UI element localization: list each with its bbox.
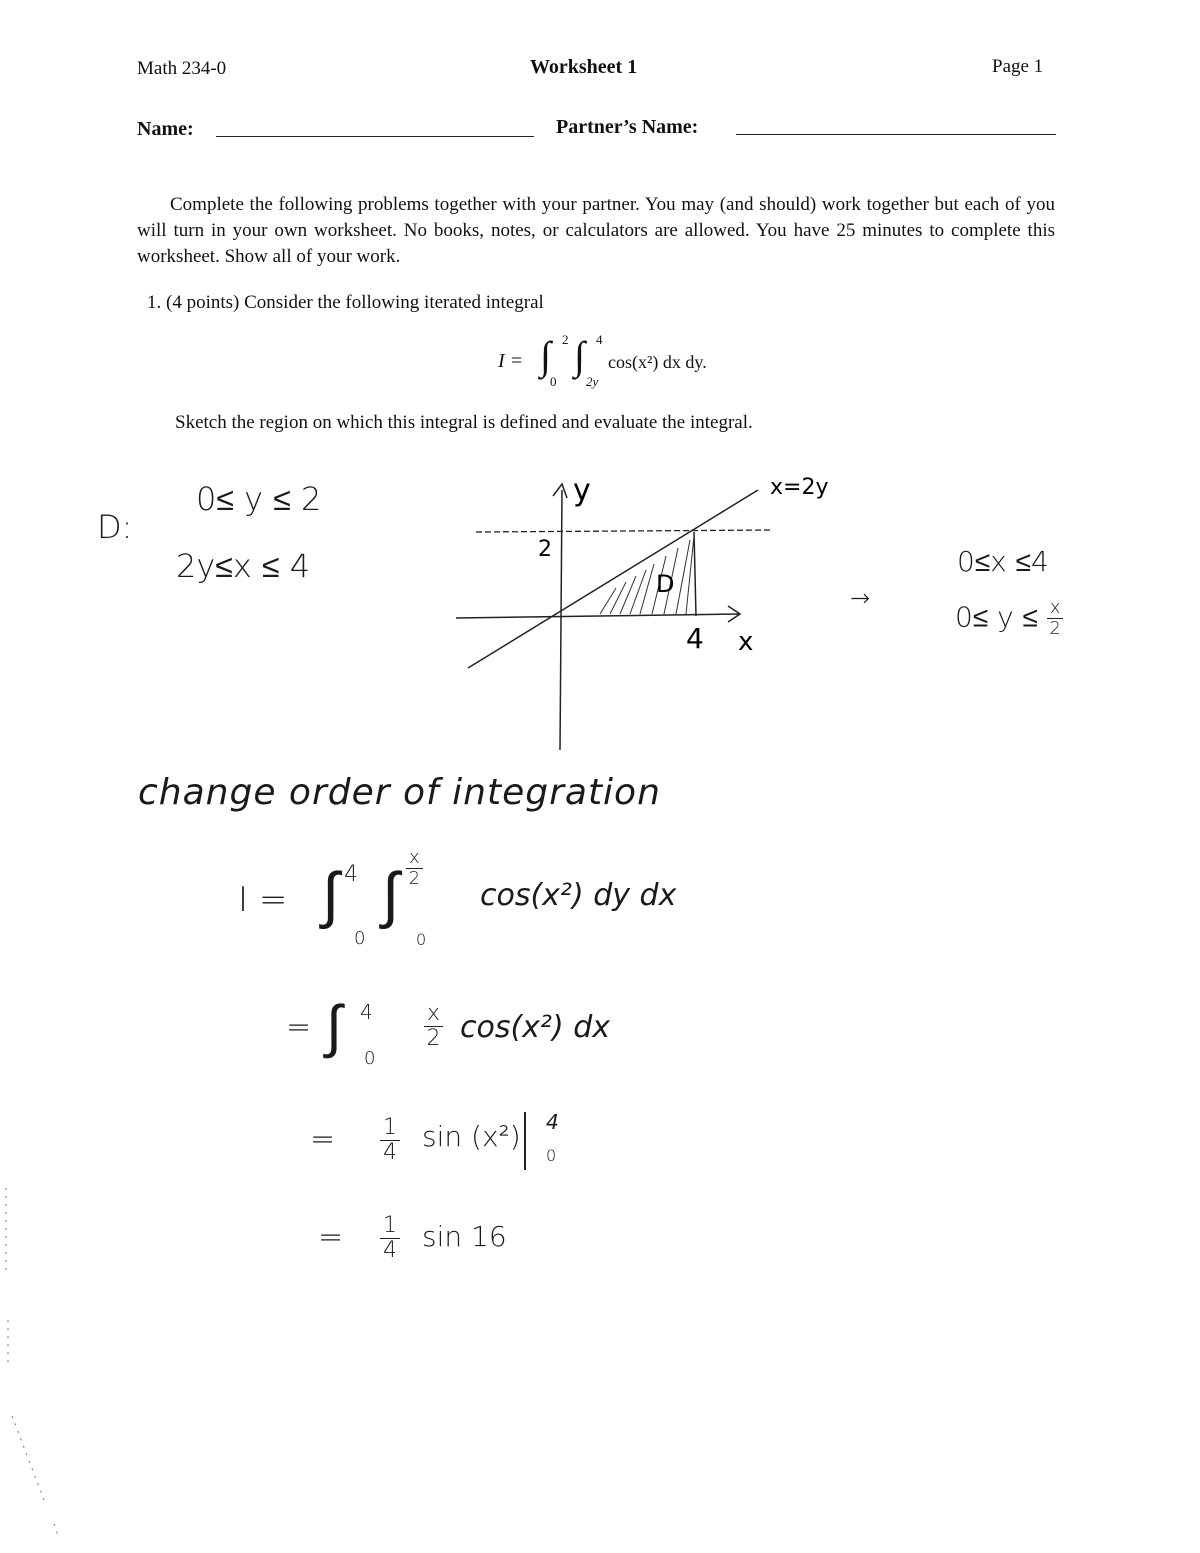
step2-equals: = [286, 1010, 312, 1045]
problem-task: Sketch the region on which this integral is defined and evaluate the integral. [175, 412, 753, 433]
change-order-heading: change order of integration [138, 772, 661, 813]
step3-upper: 4 [546, 1110, 559, 1134]
step2-upper: 4 [360, 1000, 373, 1024]
name-line [216, 136, 534, 137]
new-bound-x-inequality: 0≤x ≤4 [957, 545, 1049, 578]
step2-lower: 0 [364, 1048, 376, 1069]
step-4-result [318, 1214, 578, 1274]
inner-lower-limit: 2y [586, 374, 599, 389]
transform-arrow: → [850, 584, 871, 612]
integrand: cos(x²) dx dy. [608, 352, 707, 372]
x-axis-label: x [738, 627, 754, 657]
step3-fraction [380, 1116, 400, 1165]
step3-lower: 0 [546, 1146, 557, 1165]
step1-lhs: I = [238, 880, 288, 920]
step2-frac-den: 2 [426, 1026, 441, 1052]
integral-sign-inner: ∫ [574, 333, 585, 378]
step1-inner-upper-num: x [406, 848, 423, 869]
x-equals-4-line [694, 532, 696, 616]
y-axis-arrowhead [553, 484, 567, 498]
new-bound-y-denominator: 2 [1049, 617, 1061, 639]
problem-number: 1. [147, 292, 162, 313]
step-2-integral [286, 992, 646, 1086]
problem-prompt: Consider the following iterated integral [244, 292, 544, 313]
iterated-integral [498, 330, 758, 396]
step1-integrand: cos(x²) dy dx [480, 878, 677, 913]
y-axis-label: y [573, 473, 591, 508]
step4-frac-den: 4 [383, 1238, 397, 1264]
step-3-result [310, 1112, 610, 1182]
step1-outer-upper: 4 [344, 862, 358, 887]
step1-inner-integral-sign: ∫ [382, 858, 399, 931]
step3-frac-num: 1 [380, 1116, 400, 1141]
step4-body: sin 16 [422, 1220, 507, 1253]
integral-sign-outer: ∫ [540, 333, 551, 378]
worksheet-title: Worksheet 1 [530, 56, 638, 78]
new-bound-y-inequality [955, 598, 1063, 639]
step2-fraction [424, 1002, 443, 1051]
line-label: x=2y [770, 475, 829, 500]
inner-upper-limit: 4 [596, 332, 603, 347]
step3-body: sin (x²) [422, 1120, 521, 1153]
partner-name-line [736, 134, 1056, 135]
bound-y-inequality: 0≤ y ≤ 2 [196, 480, 322, 518]
step1-inner-lower: 0 [416, 930, 427, 949]
tick-x-4: 4 [686, 622, 704, 655]
step-1-integral [238, 847, 678, 958]
tick-y-2: 2 [538, 537, 552, 562]
region-d-hatching [600, 536, 694, 614]
step4-equals: = [318, 1220, 344, 1255]
region-sketch [440, 460, 860, 760]
outer-upper-limit: 2 [562, 332, 569, 347]
step1-outer-integral-sign: ∫ [322, 858, 339, 931]
problem-points: (4 points) [166, 292, 240, 313]
step1-inner-upper-den: 2 [408, 867, 421, 889]
new-bound-y-numerator: x [1047, 598, 1064, 619]
x-axis [456, 614, 740, 618]
step2-integrand: cos(x²) dx [460, 1010, 610, 1045]
step4-frac-num: 1 [380, 1214, 400, 1239]
step3-equals: = [310, 1122, 336, 1157]
integral-lhs: I = [498, 350, 524, 372]
region-label: D: [97, 508, 133, 546]
y-axis [560, 490, 562, 750]
step2-frac-num: x [424, 1002, 443, 1027]
step3-evaluation-bar [524, 1112, 526, 1170]
instructions-paragraph: Complete the following problems together with your partner. You may (and should) work together but each of you will turn in your own worksheet. No books, notes, or calculators are allowed. You have 25 minutes to complete this worksheet. Show all of your work. [137, 194, 1055, 267]
bound-x-inequality: 2y≤x ≤ 4 [176, 547, 311, 585]
course-code: Math 234-0 [137, 58, 227, 79]
step2-integral-sign: ∫ [326, 992, 342, 1060]
name-label: Name: [137, 118, 194, 140]
outer-lower-limit: 0 [550, 374, 557, 389]
step4-fraction [380, 1214, 400, 1263]
page-number: Page 1 [992, 56, 1044, 77]
partner-name-label: Partner’s Name: [556, 116, 699, 138]
step1-inner-upper [406, 848, 423, 889]
new-bound-y-prefix: 0≤ y ≤ [955, 600, 1038, 634]
step1-outer-lower: 0 [354, 928, 366, 949]
problem-statement [147, 292, 544, 314]
scan-edge-artifacts [0, 1180, 70, 1540]
region-d-label: D [656, 570, 675, 598]
step3-frac-den: 4 [383, 1140, 397, 1166]
line-x-equals-2y [468, 490, 758, 668]
y-equals-2-line [476, 530, 772, 532]
